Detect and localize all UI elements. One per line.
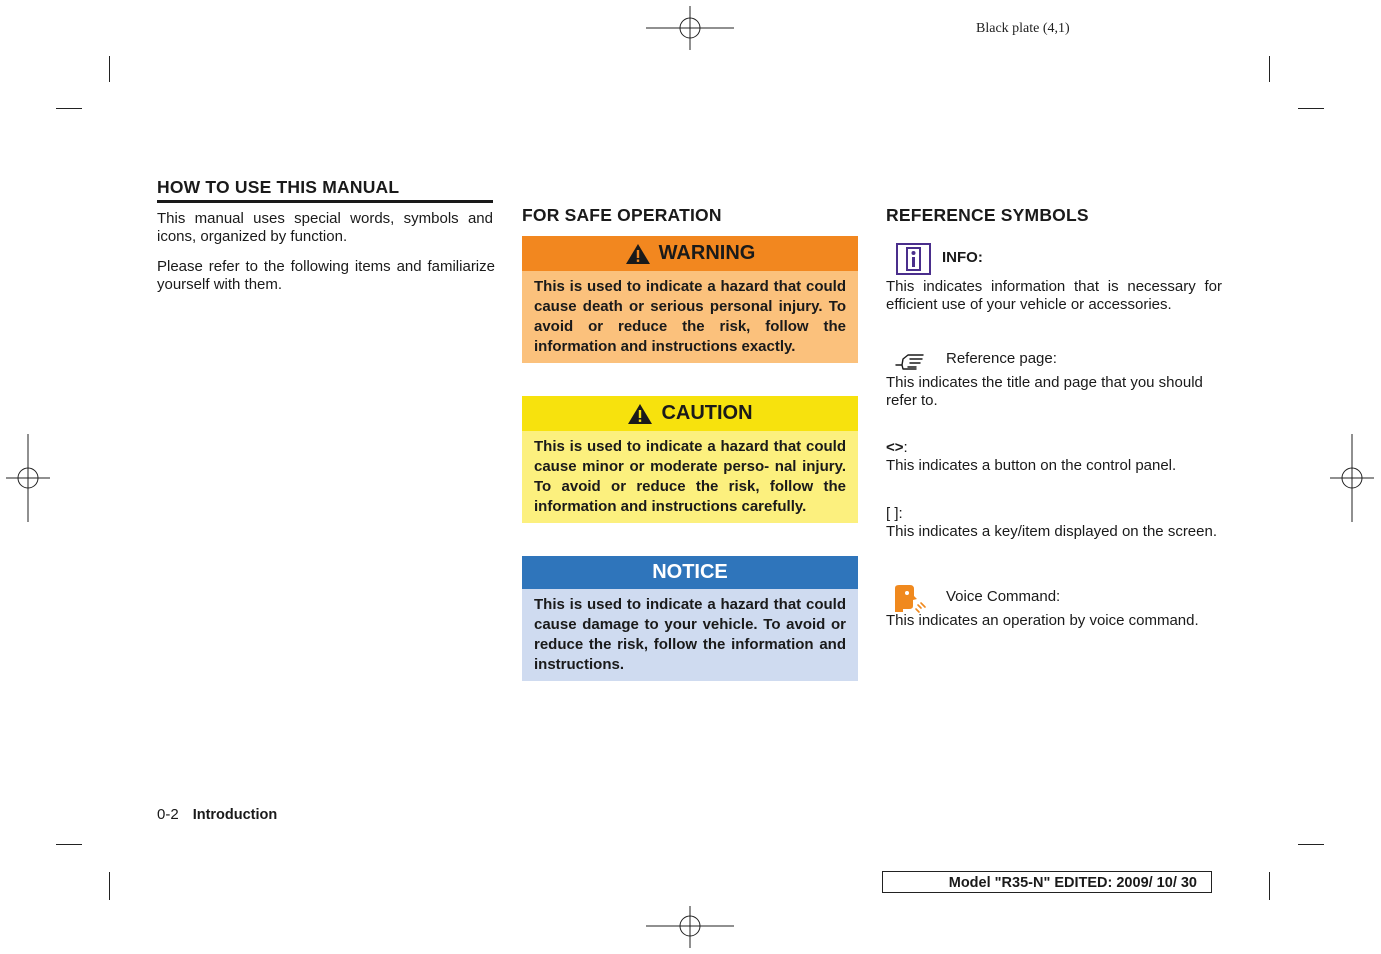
how-to-use-heading: HOW TO USE THIS MANUAL	[157, 177, 493, 203]
page-footer	[157, 806, 277, 823]
voice-command-label: Voice Command:	[946, 588, 1061, 605]
notice-text: This is used to indicate a hazard that could cause damage to your vehicle. To avoid or reduce the risk, follow the information and instructions.	[522, 589, 858, 681]
caution-title: CAUTION	[661, 402, 753, 424]
reference-page-text: This indicates the title and page that you should refer to.	[886, 374, 1203, 409]
page-number: 0-2	[157, 806, 179, 823]
caution-text: This is used to indicate a hazard that could cause minor or moderate perso- nal injury. To avoid or reduce the risk, follow the information and instructions carefully.	[522, 431, 858, 523]
warning-triangle-icon	[625, 243, 651, 265]
info-label: INFO:	[942, 249, 983, 266]
model-edited-box: Model "R35-N" EDITED: 2009/ 10/ 30	[882, 871, 1212, 893]
warning-box	[522, 236, 858, 363]
voice-command-icon	[892, 584, 928, 614]
registration-mark-top	[644, 4, 736, 52]
registration-mark-left	[4, 432, 52, 524]
caution-header	[522, 396, 858, 431]
registration-mark-right	[1328, 432, 1376, 524]
warning-header	[522, 236, 858, 271]
key-symbol-text: This indicates a key/item displayed on the screen.	[886, 523, 1218, 540]
info-icon	[896, 243, 931, 275]
warning-title: WARNING	[658, 242, 756, 264]
reference-page-label: Reference page:	[946, 350, 1057, 367]
intro-paragraph-2: Please refer to the following items and familiarize yourself with them.	[157, 258, 495, 293]
button-symbol-row	[886, 439, 908, 456]
intro-paragraph-1: This manual uses special words, symbols and icons, organized by function.	[157, 210, 493, 245]
caution-triangle-icon	[627, 403, 653, 425]
safe-operation-heading: FOR SAFE OPERATION	[522, 205, 722, 225]
voice-command-text: This indicates an operation by voice command.	[886, 612, 1199, 629]
reference-symbols-heading: REFERENCE SYMBOLS	[886, 205, 1089, 225]
pointing-hand-icon	[894, 351, 926, 371]
warning-text: This is used to indicate a hazard that could cause death or serious personal injury. To avoid or reduce the risk, follow the information and instructions exactly.	[522, 271, 858, 363]
button-symbol: <>	[886, 439, 904, 456]
notice-title: NOTICE	[652, 561, 728, 583]
button-symbol-colon: :	[903, 439, 908, 456]
button-symbol-text: This indicates a button on the control panel.	[886, 457, 1177, 474]
plate-label: Black plate (4,1)	[976, 21, 1070, 36]
notice-box	[522, 556, 858, 681]
notice-header	[522, 556, 858, 589]
info-text: This indicates information that is necessary for efficient use of your vehicle or accessories.	[886, 278, 1222, 313]
caution-box	[522, 396, 858, 523]
registration-mark-bottom	[644, 904, 736, 950]
section-name: Introduction	[192, 807, 278, 823]
key-symbol: [ ]:	[886, 505, 903, 522]
